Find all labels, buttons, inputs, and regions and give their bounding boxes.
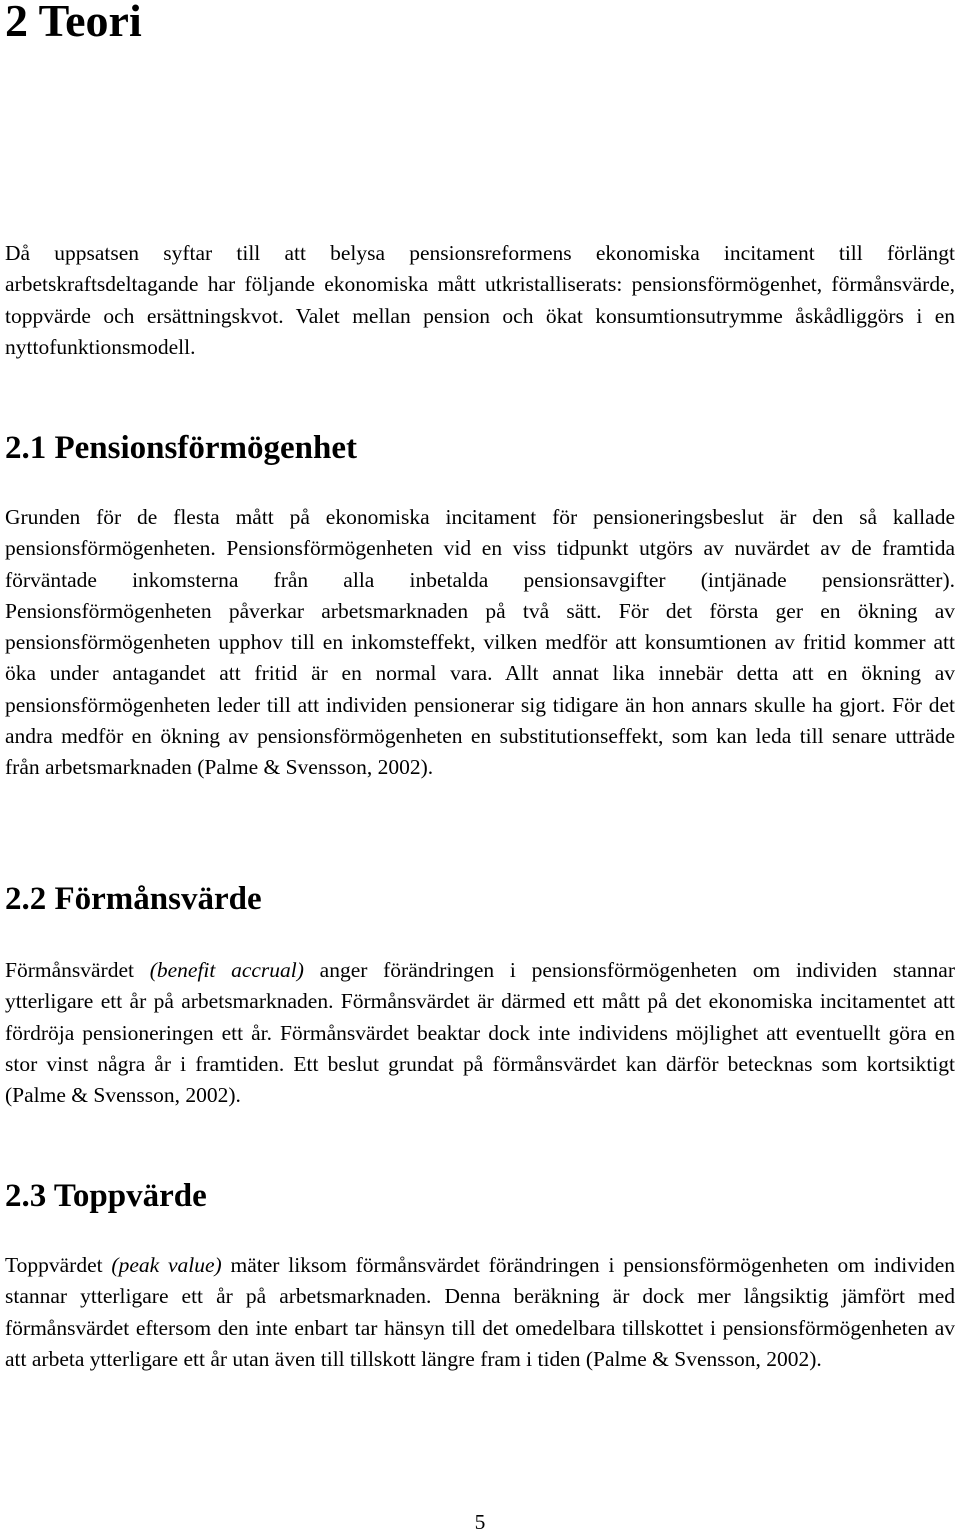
paragraph-text: mäter liksom förmånsvärdet förändringen i pensionsförmögenheten om individen stannar ytterligare ett år på arbetsmarknaden. Denna beräkning är dock mer långsiktig jämfört med förmånsvärdet eftersom den inte enbart tar hänsyn till det omedelbara tillskottet i pensionsförmögenheten av att arbeta ytterligare ett år utan även till tillskott längre fram i tiden (Palme & Svensson, 2002).	[5, 1253, 955, 1371]
intro-paragraph: Då uppsatsen syftar till att belysa pensionsreformens ekonomiska incitament till förlängt arbetskraftsdeltagande har följande ekonomiska mått utkristalliserats: pensionsförmögenhet, förmånsvärde, toppvärde och ersättningskvot. Valet mellan pension och ökat konsumtionsutrymme åskådliggörs i en nyttofunktionsmodell.	[5, 241, 955, 359]
section-paragraph-toppvarde	[5, 1250, 955, 1375]
section-paragraph-pensionsformogenhet: Grunden för de flesta mått på ekonomiska incitament för pensioneringsbeslut är den så kallade pensionsförmögenheten. Pensionsförmögenheten vid en viss tidpunkt utgörs av nuvärdet av de framtida förväntade inkomsterna från alla inbetalda pensionsavgifter (intjänade pensionsrätter). Pensionsförmögenheten påverkar arbetsmarknaden på två sätt. För det första ger en ökning av pensionsförmögenheten upphov till en inkomsteffekt, vilken medför att konsumtionen av fritid kommer att öka under antagandet att fritid är en normal vara. Allt annat lika innebär detta att en ökning av pensionsförmögenheten leder till att individen pensionerar sig tidigare än hon annars skulle ha gjort. För det andra medför en ökning av pensionsförmögenheten en substitutionseffekt, som kan leda till senare utträde från arbetsmarknaden (Palme & Svensson, 2002).	[5, 505, 955, 780]
section-title-pensionsformogenhet: 2.1 Pensionsförmögenhet	[5, 430, 357, 466]
paragraph-lead: Förmånsvärdet	[5, 958, 150, 982]
section-title-formansvarde: 2.2 Förmånsvärde	[5, 881, 262, 917]
section-title-toppvarde: 2.3 Toppvärde	[5, 1178, 207, 1214]
chapter-title: 2 Teori	[5, 0, 142, 46]
paragraph-lead: Toppvärdet	[5, 1253, 112, 1277]
paragraph-text: anger förändringen i pensionsförmögenheten om individen stannar ytterligare ett år på arbetsmarknaden. Förmånsvärdet är därmed ett mått på det ekonomiska incitamentet att fördröja pensioneringen ett år. Förmånsvärdet beaktar dock inte individens möjlighet att eventuellt göra en stor vinst några år i framtiden. Ett beslut grundat på förmånsvärdet kan därför betecknas som kortsiktigt (Palme & Svensson, 2002).	[5, 958, 955, 1108]
term-benefit-accrual: (benefit accrual)	[149, 958, 304, 982]
page-number: 5	[474, 1510, 486, 1534]
term-peak-value: (peak value)	[111, 1253, 222, 1277]
section-paragraph-formansvarde	[5, 955, 955, 1111]
